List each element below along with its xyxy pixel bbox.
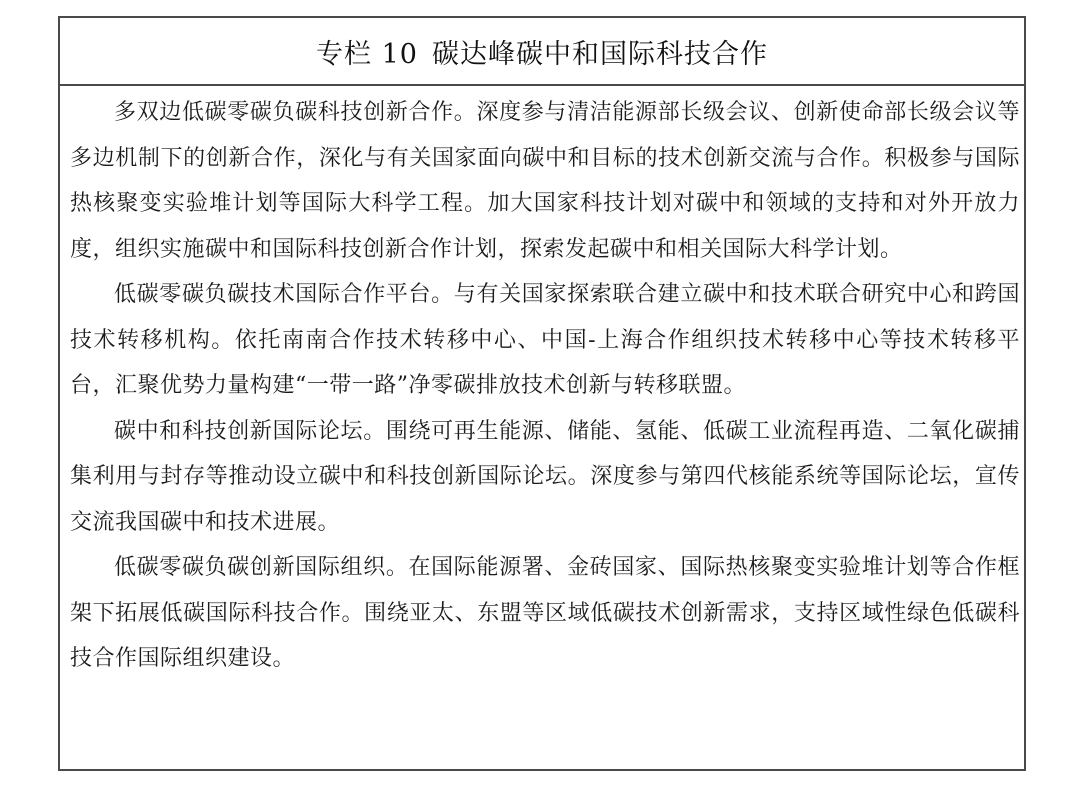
column-title-row [60,18,1024,86]
column-box [58,16,1026,771]
paragraph-cooperation-platform: 低碳零碳负碳技术国际合作平台。与有关国家探索联合建立碳中和技术联合研究中心和跨国技术转移机构。依托南南合作技术转移中心、中国-上海合作组织技术转移中心等技术转移平台，汇聚优势力量构建“一带一路”净零碳排放技术创新与转移联盟。 [70,282,1020,398]
paragraph-international-forum: 碳中和科技创新国际论坛。围绕可再生能源、储能、氢能、低碳工业流程再造、二氧化碳捕集利用与封存等推动设立碳中和科技创新国际论坛。深度参与第四代核能系统等国际论坛，宣传交流我国碳中和技术进展。 [70,418,1020,535]
paragraph-bilateral-cooperation: 多双边低碳零碳负碳科技创新合作。深度参与清洁能源部长级会议、创新使命部长级会议等多边机制下的创新合作，深化与有关国家面向碳中和目标的技术创新交流与合作。积极参与国际热核聚变实验堆计划等国际大科学工程。加大国家科技计划对碳中和领域的支持和对外开放力度，组织实施碳中和国际科技创新合作计划，探索发起碳中和相关国际大科学计划。 [70,100,1020,262]
paragraph-international-organization: 低碳零碳负碳创新国际组织。在国际能源署、金砖国家、国际热核聚变实验堆计划等合作框架下拓展低碳国际科技合作。围绕亚太、东盟等区域低碳技术创新需求，支持区域性绿色低碳科技合作国际组织建设。 [70,555,1020,671]
column-title: 碳达峰碳中和国际科技合作 [431,38,768,70]
column-content [60,86,1024,682]
column-number: 专栏 10 [316,38,418,70]
